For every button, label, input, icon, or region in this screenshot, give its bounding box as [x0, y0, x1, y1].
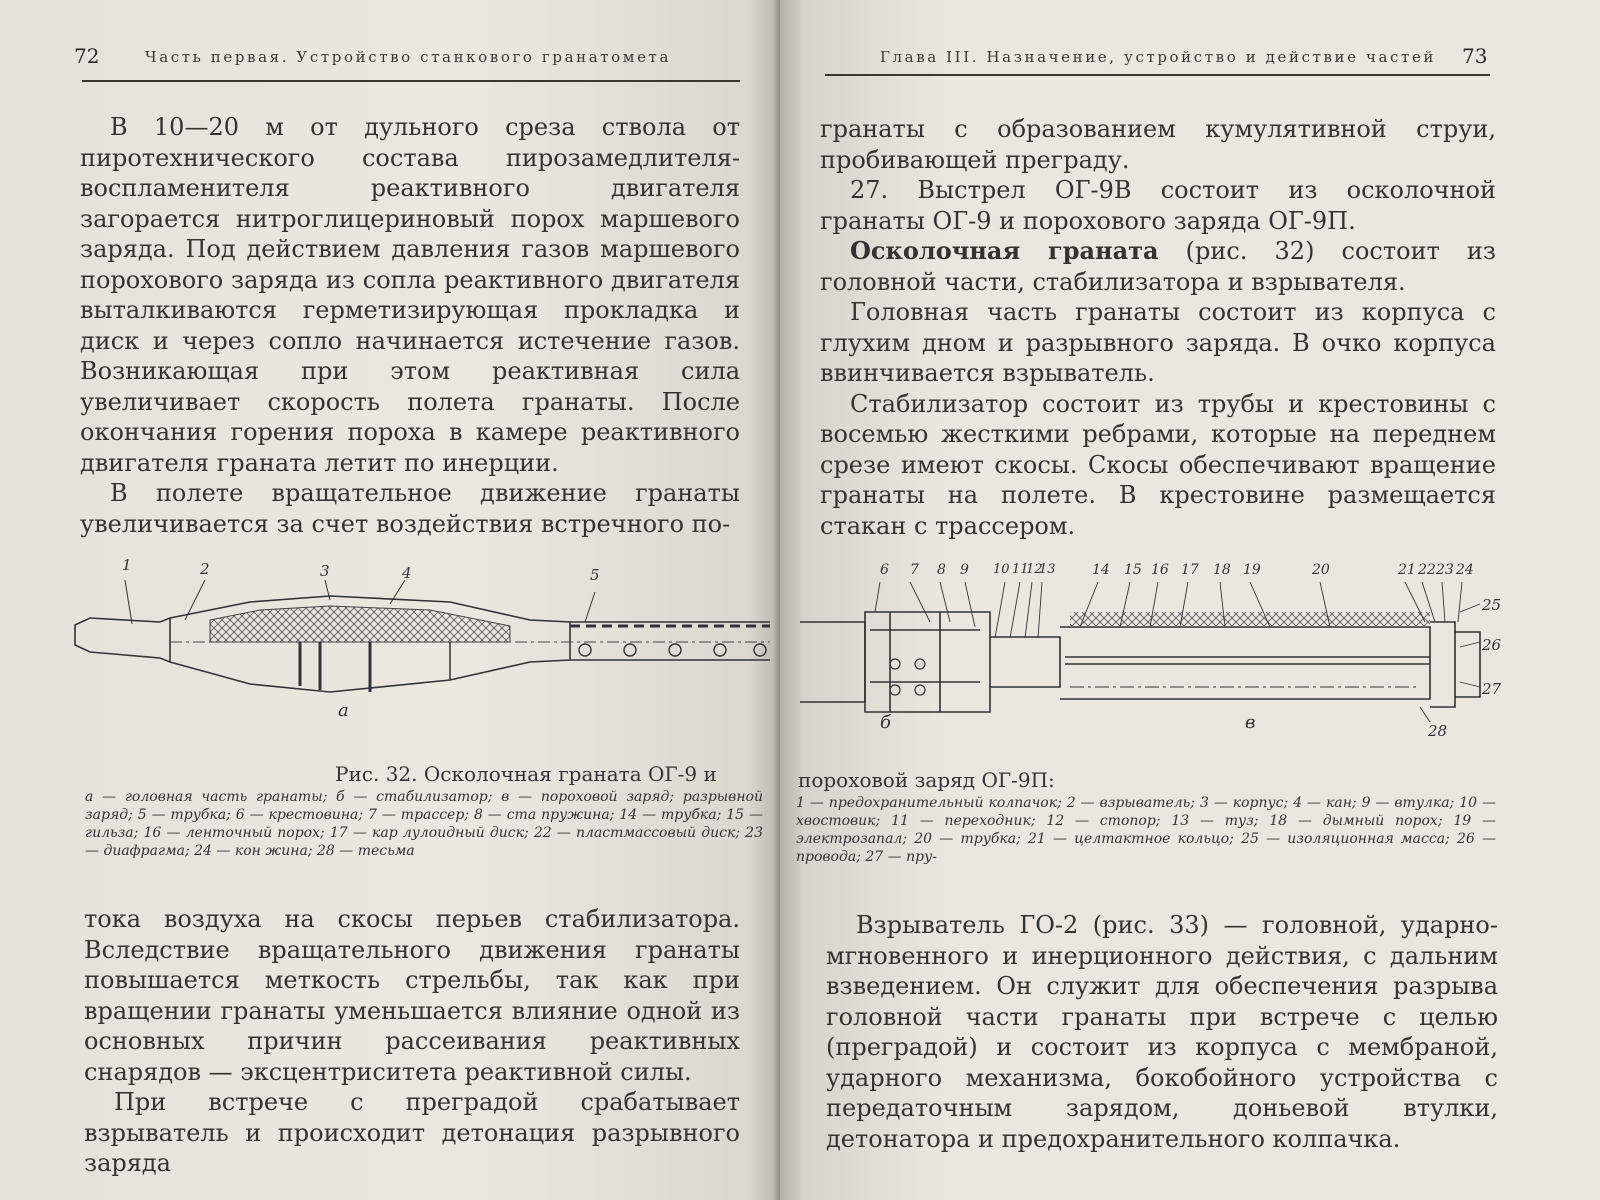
left-header-rule: [82, 80, 740, 82]
figure-callout: 24: [1456, 562, 1474, 578]
figure-callout: 26: [1482, 636, 1502, 654]
figure-callout: 17: [1181, 562, 1199, 578]
right-page-number: 73: [1462, 44, 1488, 68]
figure-callout: 10: [993, 562, 1010, 577]
right-paragraph-3-rest: (рис. 32) состоит из головной части, стабилизатора и взрывателя.: [820, 237, 1496, 296]
figure-callout: 22: [1418, 562, 1436, 578]
right-bottom-text: [826, 910, 1498, 1154]
right-top-text: [820, 114, 1496, 541]
left-bottom-text: [84, 904, 740, 1179]
figure-callout: 21: [1398, 562, 1416, 578]
right-paragraph-4: Головная часть гранаты состоит из корпуса с глухим дном и разрывного заряда. В очко корпуса ввинчивается взрыватель.: [820, 298, 1496, 387]
figure-callout: 9: [960, 562, 969, 578]
left-paragraph-4: При встрече с преградой срабатывает взрыватель и происходит детонация разрывного заряда: [84, 1088, 740, 1177]
figure-callout: 1: [122, 556, 132, 574]
left-top-text: [80, 112, 740, 539]
right-paragraph-3: [820, 236, 1496, 297]
left-paragraph-1: В 10—20 м от дульного среза ствола от пиротехнического состава пирозамедлителя-воспламенителя реактивного двигателя загорается нитроглицериновый порох маршевого заряда. Под действием давления газов маршевого порохового заряда из сопла реактивного двигателя выталкиваются герметизирующая прокладка и диск и через сопло начинается истечение газов. Возникающая при этом реактивная сила увеличивает скорость полета гранаты. После окончания горения пороха в камере реактивного двигателя граната летит по инерции.: [80, 113, 740, 477]
right-page: [780, 0, 1600, 1200]
figure-callout: 23: [1436, 562, 1454, 578]
right-paragraph-5: Стабилизатор состоит из трубы и крестовины с восемью жесткими ребрами, которые на переднем срезе имеют скосы. Скосы обеспечивают вращение гранаты на полете. В крестовине размещается стакан с трассером.: [820, 389, 1496, 540]
figure-callout: 16: [1151, 562, 1169, 578]
figure-callout: 3: [320, 562, 330, 580]
right-paragraph-6: Взрыватель ГО-2 (рис. 33) — головной, ударно-мгновенного и инерционного действия, с дальним взведением. Он служит для обеспечения разрыва головной части гранаты при встрече с целью (преградой) и состоит из корпуса с мембраной, ударного механизма, бокобойного устройства с передаточным зарядом, доньевой втулки, детонатора и предохранительного колпачка.: [826, 911, 1498, 1153]
figure-callout: 12: [1026, 562, 1043, 577]
right-header-rule: [825, 74, 1490, 76]
figure-callout: 2: [200, 560, 210, 578]
figure-callout: 11: [1012, 562, 1029, 577]
grenade-drawing-left: [70, 580, 775, 710]
figure-caption-title: Рис. 32. Осколочная граната ОГ-9 и: [335, 762, 717, 786]
right-running-head: Глава III. Назначение, устройство и действие частей: [880, 48, 1437, 66]
grenade-drawing-right: [780, 582, 1500, 732]
figure-caption-title-right: пороховой заряд ОГ-9П:: [798, 768, 1055, 792]
figure-callout: 28: [1428, 722, 1448, 740]
figure-callout: 18: [1213, 562, 1231, 578]
figure-callout: 8: [937, 562, 946, 578]
right-paragraph-1: гранаты с образованием кумулятивной струи, пробивающей преграду.: [820, 115, 1496, 174]
figure-callout: 13: [1039, 562, 1056, 577]
figure-callout: 15: [1124, 562, 1142, 578]
left-page-number: 72: [74, 44, 100, 68]
figure-callout: 20: [1312, 562, 1330, 578]
left-page: [0, 0, 780, 1200]
figure-view-label: a: [338, 700, 349, 721]
figure-callout: 5: [590, 566, 600, 584]
figure-callout: 14: [1092, 562, 1110, 578]
figure-legend-right: 1 — предохранительный колпачок; 2 — взрыватель; 3 — корпус; 4 — кан; 9 — втулка; 10 — хвостовик; 11 — переходник; 12 — стопор; 13 — туз; 18 — дымный порох; 19 — электрозапал; 20 — трубка; 21 — целтактное кольцо; 25 — изоляционная масса; 26 — провода; 27 — пру-: [796, 795, 1496, 865]
figure-callout: 4: [402, 564, 412, 582]
figure-callout: 6: [880, 562, 889, 578]
figure-view-label: б: [880, 712, 891, 733]
figure-callout: 19: [1243, 562, 1261, 578]
figure-view-label: в: [1245, 712, 1256, 733]
figure-callout: 7: [910, 562, 919, 578]
figure-callout: 25: [1482, 596, 1502, 614]
figure-legend-left: а — головная часть гранаты; б — стабилизатор; в — пороховой заряд; разрывной заряд; 5 — трубка; 6 — крестовина; 7 — трассер; 8 — ста пружина; 14 — трубка; 15 — гильза; 16 — ленточный порох; 17 — кар лулоидный диск; 22 — пластмассовый диск; 23 — диафрагма; 24 — кон жина; 28 — тесьма: [85, 789, 763, 859]
left-running-head: Часть первая. Устройство станкового гранатомета: [145, 48, 671, 66]
figure-callout: 27: [1482, 680, 1502, 698]
left-paragraph-2: В полете вращательное движение гранаты увеличивается за счет воздействия встречного по-: [80, 479, 740, 538]
term-oskolochnaya-granata: Осколочная граната: [850, 236, 1159, 265]
right-paragraph-2: 27. Выстрел ОГ-9В состоит из осколочной гранаты ОГ-9 и порохового заряда ОГ-9П.: [820, 176, 1496, 235]
left-paragraph-3: тока воздуха на скосы перьев стабилизатора. Вследствие вращательного движения гранаты повышается меткость стрельбы, так как при вращении гранаты уменьшается влияние одной из основных причин рассеивания реактивных снарядов — эксцентриситета реактивной силы.: [84, 905, 740, 1086]
